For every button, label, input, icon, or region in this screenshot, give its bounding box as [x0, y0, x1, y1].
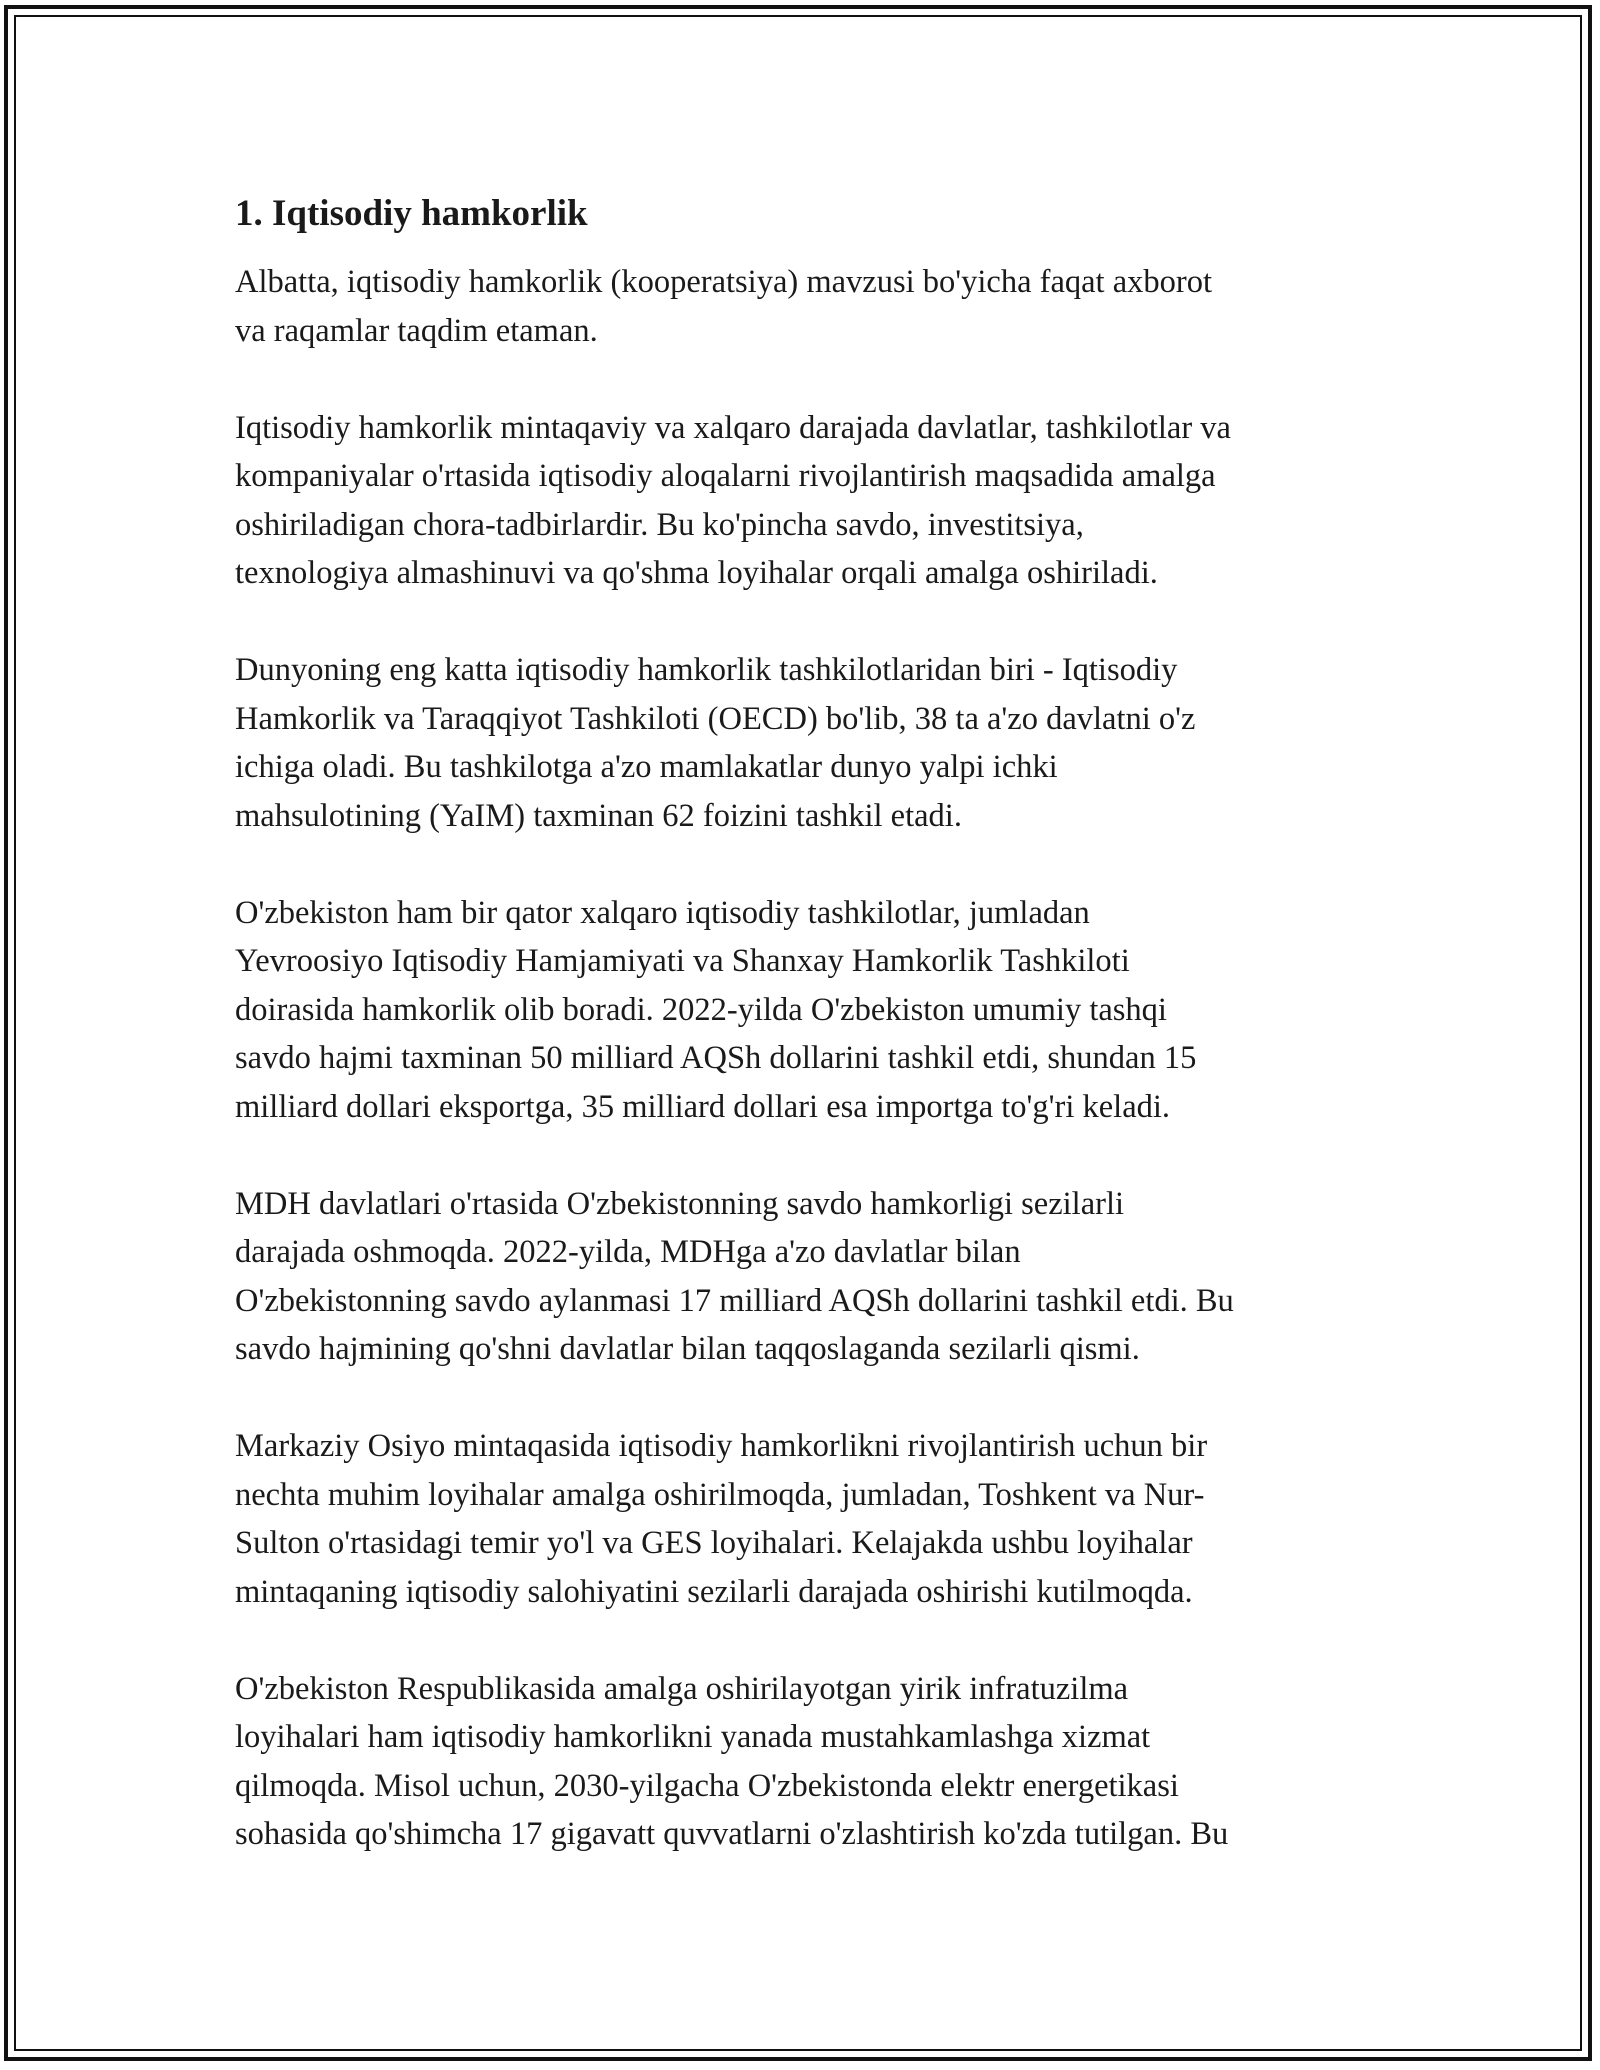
paragraph-definition: Iqtisodiy hamkorlik mintaqaviy va xalqaro darajada davlatlar, tashkilotlar va kompaniyalar o'rtasida iqtisodiy aloqalarni rivojlantirish maqsadida amalga oshiriladigan chora-tadbirlardir. Bu ko'pincha savdo, investitsiya, texnologiya almashinuvi va qo'shma loyihalar orqali amalga oshiriladi.: [235, 409, 1231, 591]
paragraph-uzbekistan-trade: O'zbekiston ham bir qator xalqaro iqtisodiy tashkilotlar, jumladan Yevroosiyo Iqtisodiy Hamjamiyati va Shanxay Hamkorlik Tashkiloti doirasida hamkorlik olib boradi. 2022-yilda O'zbekiston umumiy tashqi savdo hajmi taxminan 50 milliard AQSh dollarini tashkil etdi, shundan 15 milliard dollari eksportga, 35 milliard dollari esa importga to'g'ri keladi.: [235, 894, 1197, 1125]
section-heading: 1. Iqtisodiy hamkorlik: [235, 193, 588, 234]
paragraph-central-asia: Markaziy Osiyo mintaqasida iqtisodiy hamkorlikni rivojlantirish uchun bir nechta muhim loyihalar amalga oshirilmoqda, jumladan, Toshkent va Nur- Sulton o'rtasidagi temir yo'l va GES loyihalari. Kelajakda ushbu loyihalar mintaqaning iqtisodiy salohiyatini sezilarli darajada oshirishi kutilmoqda.: [235, 1428, 1208, 1610]
paragraph-oecd: Dunyoning eng katta iqtisodiy hamkorlik tashkilotlaridan biri - Iqtisodiy Hamkorlik va Taraqqiyot Tashkiloti (OECD) bo'lib, 38 ta a'zo davlatni o'z ichiga oladi. Bu tashkilotga a'zo mamlakatlar dunyo yalpi ichki mahsulotining (YaIM) taxminan 62 foizini tashkil etadi.: [235, 652, 1196, 834]
paragraph-cis-trade: MDH davlatlari o'rtasida O'zbekistonning savdo hamkorligi sezilarli darajada oshmoqda. 2022-yilda, MDHga a'zo davlatlar bilan O'zbekistonning savdo aylanmasi 17 milliard AQSh dollarini tashkil etdi. Bu savdo hajmining qo'shni davlatlar bilan taqqoslaganda sezilarli qismi.: [235, 1185, 1234, 1367]
document-body: [235, 188, 1375, 1907]
paragraph-infrastructure: O'zbekiston Respublikasida amalga oshirilayotgan yirik infratuzilma loyihalari ham iqtisodiy hamkorlikni yanada mustahkamlashga xizmat qilmoqda. Misol uchun, 2030-yilgacha O'zbekistonda elektr energetikasi sohasida qo'shimcha 17 gigavatt quvvatlarni o'zlashtirish ko'zda tutilgan. Bu: [235, 1670, 1229, 1852]
paragraph-intro: Albatta, iqtisodiy hamkorlik (kooperatsiya) mavzusi bo'yicha faqat axborot va raqamlar taqdim etaman.: [235, 264, 1212, 349]
